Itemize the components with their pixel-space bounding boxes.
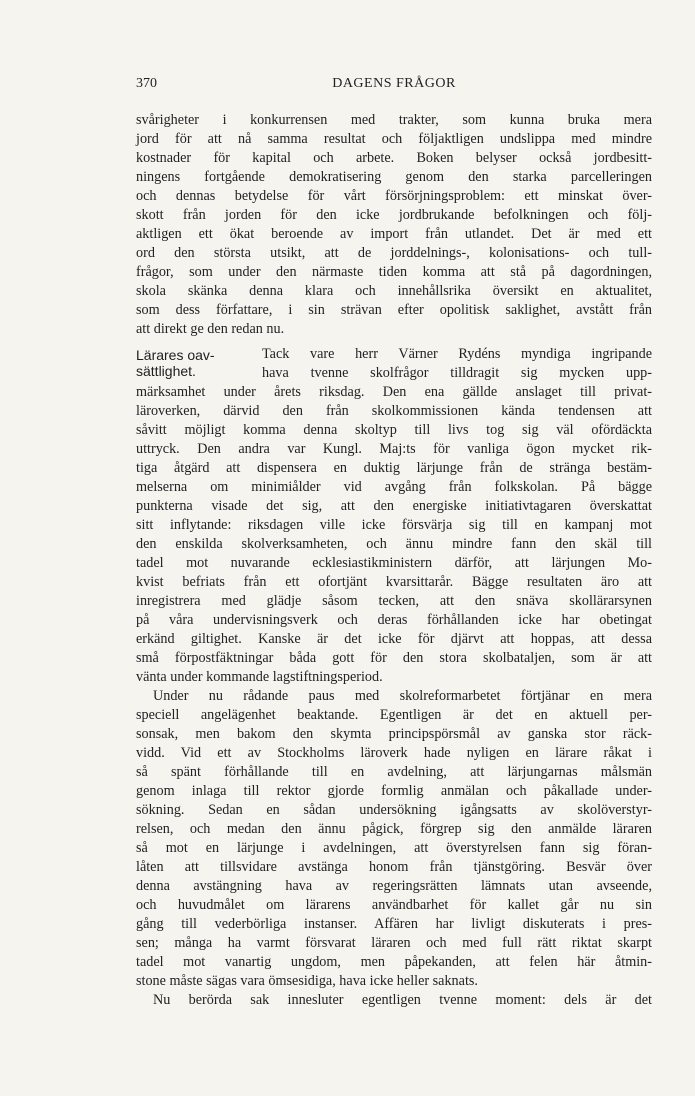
text-line: inregistrera med glädje såsom tecken, att den snäva skollärarsynen xyxy=(136,593,652,609)
text-line: ord den största utsikt, att de jorddelnings-, kolonisations- och tull- xyxy=(136,245,652,261)
text-line: kvist befriats från ett ofortjänt kvarsittarår. Bägge resultaten äro att xyxy=(136,574,652,590)
text-line: sonsak, men bakom den skymta principspörsmål av ganska stor räck- xyxy=(136,726,652,742)
text-line: på våra undervisningsverk och deras förhållanden icke har obetingat xyxy=(136,612,652,628)
text-line: stone måste sägas vara ömsesidiga, hava icke heller saknats. xyxy=(136,973,478,989)
text-line: såvitt möjligt komma denna skoltyp till livs tog sig väl ofördäckta xyxy=(136,422,652,438)
text-line: läroverken, därvid den från skolkommissionen kända tendensen att xyxy=(136,403,652,419)
text-line: Tack vare herr Värner Rydéns myndiga ingripande xyxy=(262,346,652,362)
text-line: och dennas betydelse för vårt försörjningsproblem: ett minskat över- xyxy=(136,188,652,204)
text-line: märksamhet under årets riksdag. Den ena gällde anslaget till privat- xyxy=(136,384,652,400)
text-line: genom inlaga till rektor gjorde formlig anmälan och påkallade under- xyxy=(136,783,652,799)
text-line: Nu berörda sak innesluter egentligen tvenne moment: dels är det xyxy=(153,992,652,1008)
side-heading-line: Lärares oav- xyxy=(136,347,215,363)
text-line: denna avstängning hava av regeringsrätten lämnats utan avseende, xyxy=(136,878,652,894)
text-line: sen; många ha varmt försvarat läraren och med full rätt riktat skarpt xyxy=(136,935,652,951)
text-line: aktligen ett ökat beroende av import från utlandet. Det är med ett xyxy=(136,226,652,242)
text-line: sökning. Sedan en sådan undersökning igångsatts av skolöverstyr- xyxy=(136,802,652,818)
page-number: 370 xyxy=(136,76,157,91)
text-line: att direkt ge den redan nu. xyxy=(136,321,285,337)
text-line: Under nu rådande paus med skolreformarbetet förtjänar en mera xyxy=(153,688,652,704)
text-line: kostnader för kapital och arbete. Boken belyser också jordbesitt- xyxy=(136,150,652,166)
text-line: frågor, som under den närmaste tiden komma att stå på dagordningen, xyxy=(136,264,652,280)
text-line: hava tvenne skolfrågor tilldragit sig mycken upp- xyxy=(262,365,652,381)
text-line: vänta under kommande lagstiftningsperiod. xyxy=(136,669,383,685)
text-line: små förpostfäktningar båda gott för den stora skolbataljen, som är att xyxy=(136,650,652,666)
text-line: punkterna visade det sig, att den energiske initiativtagaren överskattat xyxy=(136,498,652,514)
side-heading-line: sättlighet. xyxy=(136,363,196,379)
text-line: skott från jorden för den icke jordbrukande befolkningen och följ- xyxy=(136,207,652,223)
text-line: tiga åtgärd att dispensera en duktig lärjunge från de stränga bestäm- xyxy=(136,460,652,476)
text-line: och huvudmålet om lärarens användbarhet för kallet går nu sin xyxy=(136,897,652,913)
text-line: relsen, och medan den ännu pågick, förgrep sig den anmälde läraren xyxy=(136,821,652,837)
text-line: som dess författare, i sin strävan efter opolitisk saklighet, avstått från xyxy=(136,302,652,318)
text-line: tadel mot nuvarande ecklesiastikministern därför, att lärjungen Mo- xyxy=(136,555,652,571)
text-line: tadel mot vanartig ungdom, men påpekanden, att felen här åtmin- xyxy=(136,954,652,970)
text-line: så mot en lärjunge i avdelningen, att överstyrelsen fann sig föran- xyxy=(136,840,652,856)
text-line: erkänd giltighet. Kanske är det icke för djärvt att hoppas, att dessa xyxy=(136,631,652,647)
text-line: den enskilda skolverksamheten, och ännu mindre fann den skäl till xyxy=(136,536,652,552)
running-title: DAGENS FRÅGOR xyxy=(332,76,456,91)
text-line: jord för att nå samma resultat och följaktligen undslippa med mindre xyxy=(136,131,652,147)
text-line: melserna om minimiålder vid avgång från folkskolan. På bägge xyxy=(136,479,652,495)
text-line: gång till vederbörliga instanser. Affären har livligt diskuterats i pres- xyxy=(136,916,652,932)
text-line: svårigheter i konkurrensen med trakter, som kunna bruka mera xyxy=(136,112,652,128)
text-line: skola skänka denna klara och innehållsrika översikt en aktualitet, xyxy=(136,283,652,299)
text-line: vidd. Vid ett av Stockholms läroverk hade nyligen en lärare råkat i xyxy=(136,745,652,761)
text-line: så spänt förhållande till en avdelning, att lärjungarnas målsmän xyxy=(136,764,652,780)
text-line: låten att tillsvidare avstänga honom från tjänstgöring. Besvär över xyxy=(136,859,652,875)
text-line: sitt inflytande: riksdagen ville icke försvärja sig till en kampanj mot xyxy=(136,517,652,533)
text-line: speciell angelägenhet beaktande. Egentligen är det en aktuell per- xyxy=(136,707,652,723)
side-heading xyxy=(136,347,215,379)
text-line: ningens fortgående demokratisering genom den starka parcelleringen xyxy=(136,169,652,185)
text-line: uttryck. Den andra var Kungl. Maj:ts för vanliga ögon mycket rik- xyxy=(136,441,652,457)
page-header xyxy=(136,76,652,96)
